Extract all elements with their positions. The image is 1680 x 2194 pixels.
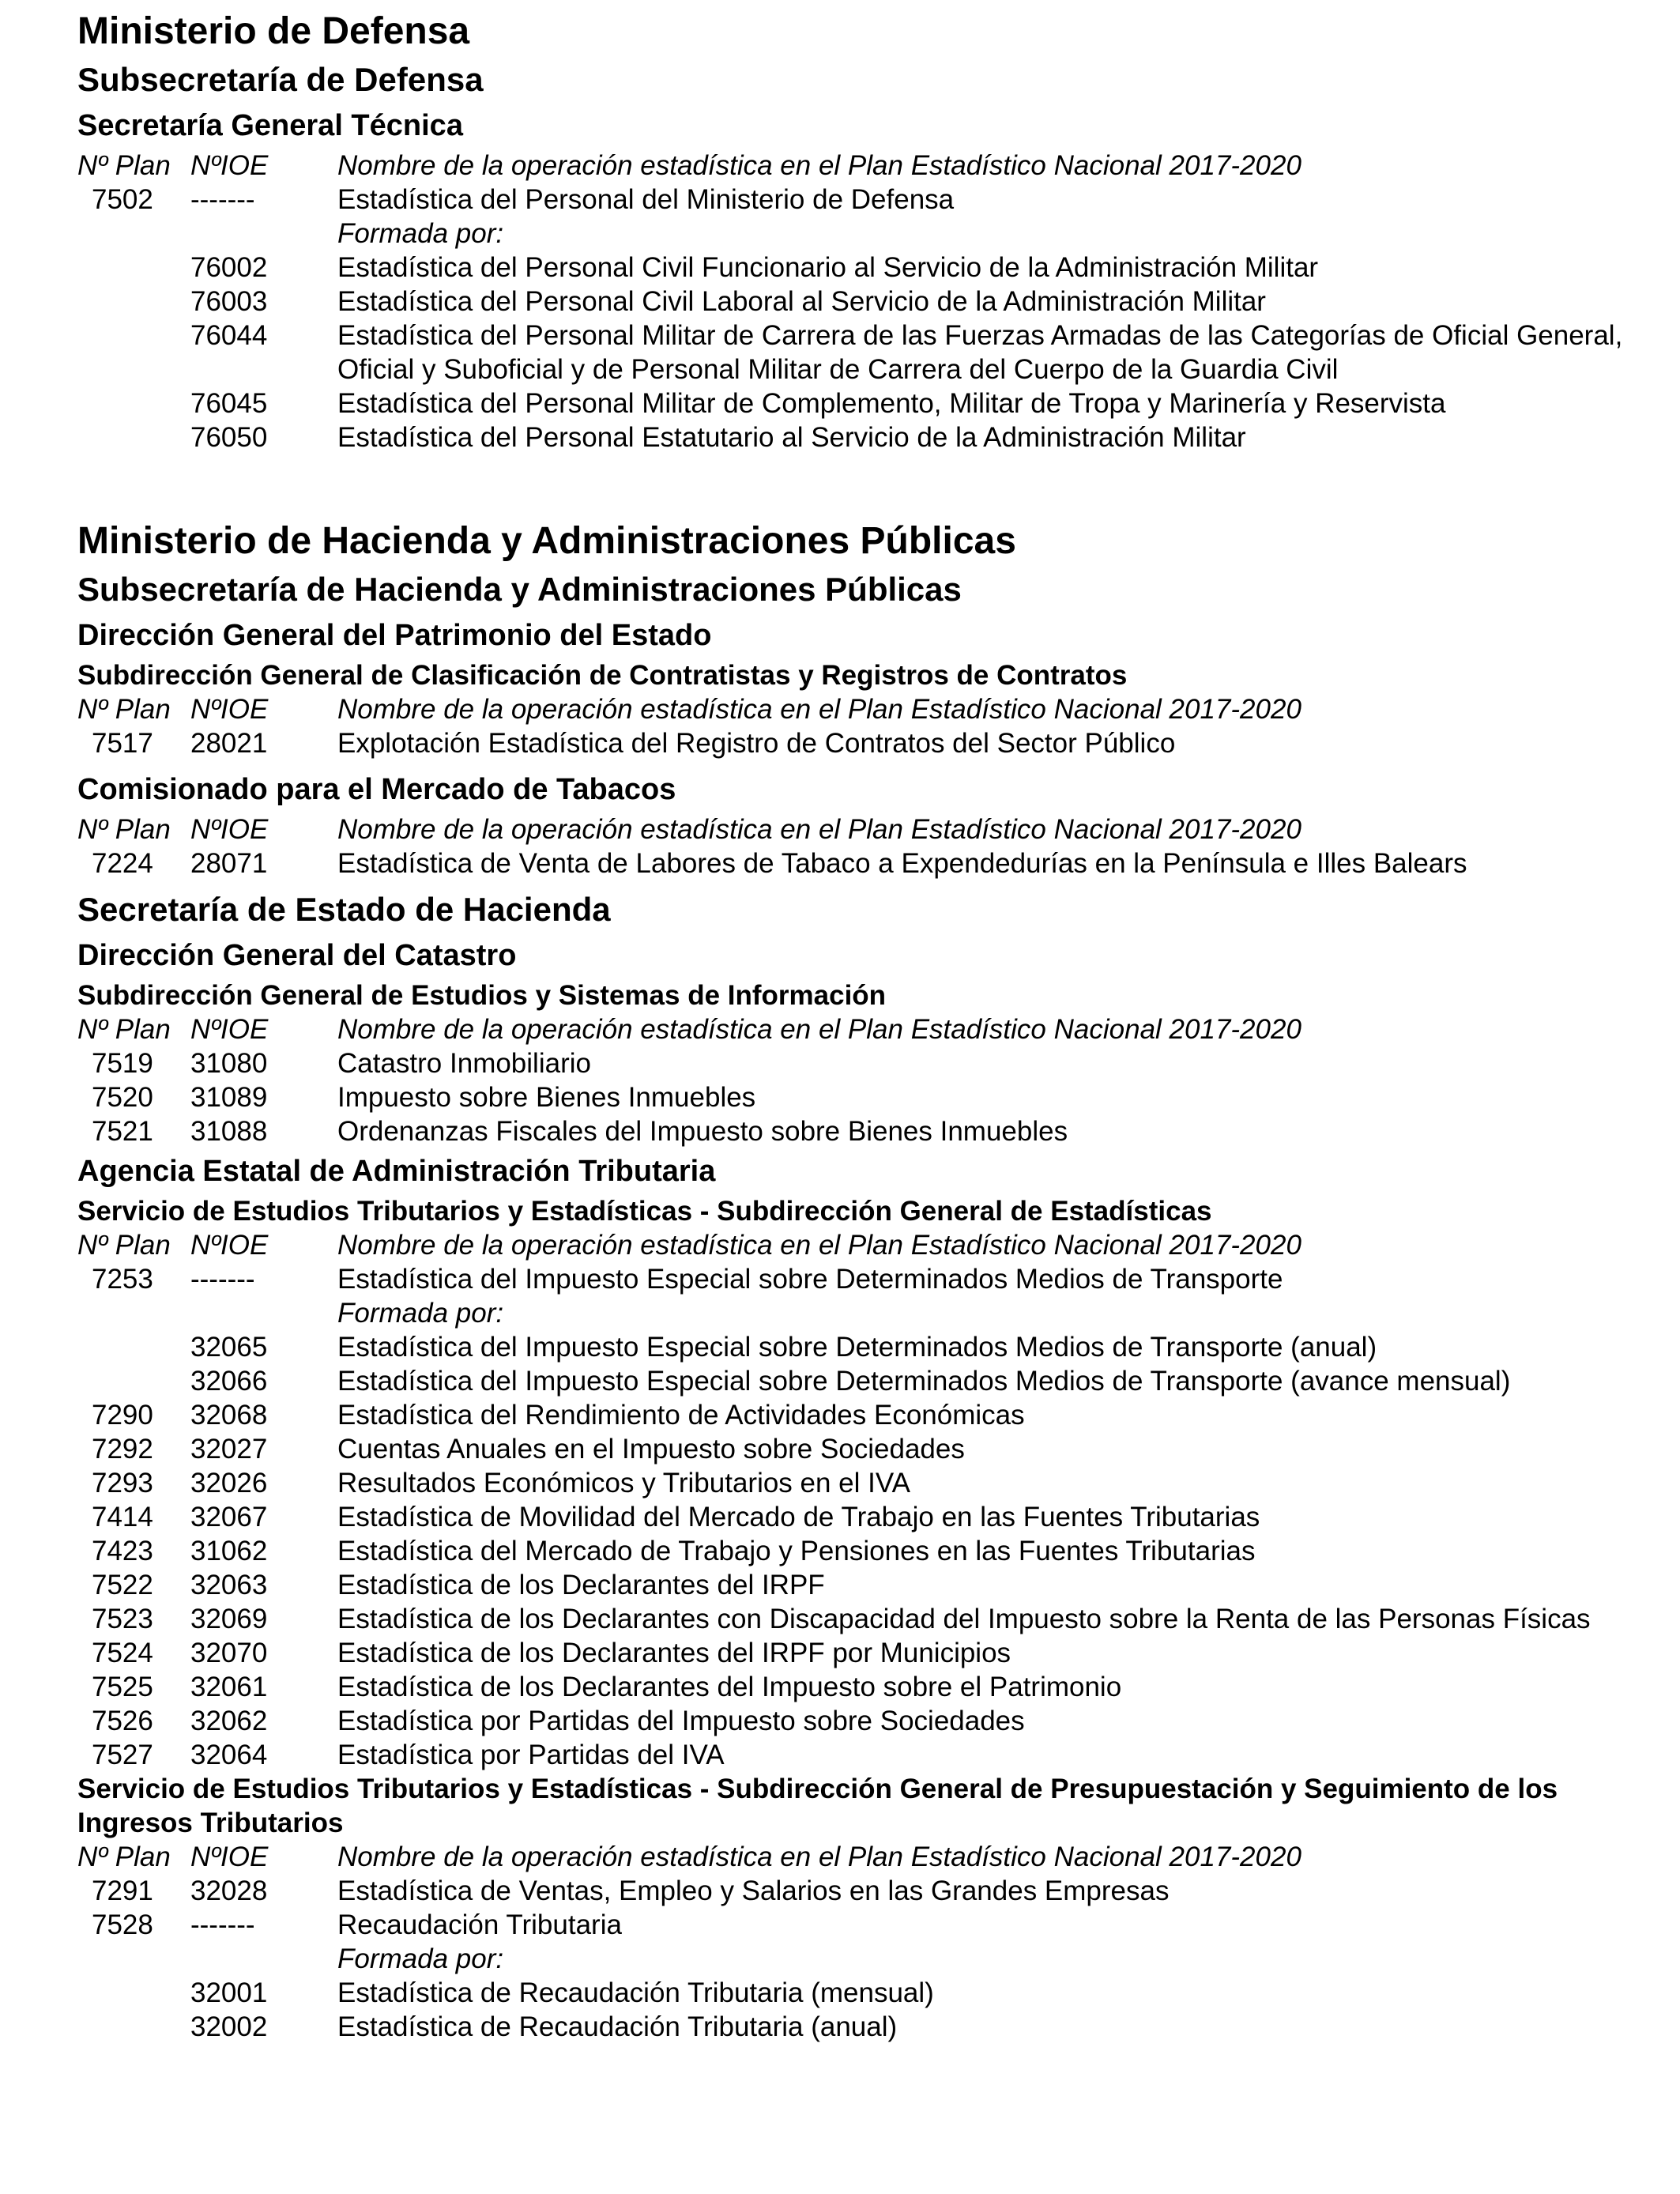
- table-row: [77, 1500, 1626, 1534]
- operation-name: Estadística de los Declarantes del IRPF: [337, 1570, 825, 1600]
- table-row: [77, 1046, 1626, 1080]
- table-row: [77, 1466, 1626, 1500]
- subdirectorate-heading: Subdirección General de Clasificación de Contratistas y Registros de Contratos: [77, 660, 1128, 691]
- ioe-number: 32063: [190, 1570, 268, 1600]
- ioe-number: 32028: [190, 1875, 268, 1906]
- operation-name: Recaudación Tributaria: [337, 1909, 622, 1940]
- plan-number: 7290: [92, 1400, 153, 1431]
- directorate-heading: Secretaría General Técnica: [77, 109, 463, 142]
- composition-note-row: [77, 1942, 1626, 1976]
- table-row: [77, 846, 1626, 880]
- operation-name: Estadística de Ventas, Empleo y Salarios en las Grandes Empresas: [337, 1875, 1170, 1906]
- operation-name: Estadística del Rendimiento de Actividades Económicas: [337, 1400, 1025, 1431]
- table-row: [77, 1704, 1626, 1738]
- table-row: [77, 386, 1626, 420]
- ioe-number: 31088: [190, 1116, 268, 1147]
- ioe-number: 32062: [190, 1706, 268, 1736]
- table-row: [77, 1636, 1626, 1670]
- composition-note: Formada por:: [337, 1943, 504, 1974]
- ioe-number: 76050: [190, 422, 268, 453]
- operation-name: Estadística de Recaudación Tributaria (mensual): [337, 1977, 934, 2008]
- operation-name: Explotación Estadística del Registro de Contratos del Sector Público: [337, 728, 1176, 759]
- plan-number: 7519: [92, 1048, 153, 1079]
- operations-table: [77, 812, 1626, 880]
- table-row: [77, 285, 1626, 319]
- section-spacer: [77, 454, 1626, 516]
- operation-name: Estadística del Impuesto Especial sobre Determinados Medios de Transporte: [337, 1264, 1283, 1295]
- operation-name: Estadística de los Declarantes con Discapacidad del Impuesto sobre la Renta de las Personas Físicas: [337, 1604, 1591, 1634]
- ioe-number: 31080: [190, 1048, 268, 1079]
- ioe-number: -------: [190, 1264, 255, 1295]
- table-row: [77, 1976, 1626, 2010]
- table-row: [77, 1738, 1626, 1772]
- table-row: [77, 1908, 1626, 1942]
- plan-number: 7292: [92, 1434, 153, 1465]
- header-operation-name: Nombre de la operación estadística en el Plan Estadístico Nacional 2017-2020: [337, 1014, 1301, 1045]
- ioe-number: 28021: [190, 728, 268, 759]
- header-ioe-number: NºIOE: [190, 150, 269, 181]
- composition-note: Formada por:: [337, 1298, 504, 1329]
- table-row: [77, 1262, 1626, 1296]
- plan-number: 7517: [92, 728, 153, 759]
- header-ioe-number: NºIOE: [190, 694, 269, 725]
- table-row: [77, 319, 1626, 386]
- operation-name: Estadística de Venta de Labores de Tabaco a Expendedurías en la Península e Illes Balears: [337, 848, 1467, 879]
- header-operation-name: Nombre de la operación estadística en el Plan Estadístico Nacional 2017-2020: [337, 1842, 1301, 1872]
- plan-number: 7526: [92, 1706, 153, 1736]
- header-plan-number: Nº Plan: [77, 150, 171, 181]
- table-row: [77, 1364, 1626, 1398]
- directorate-heading: Dirección General del Patrimonio del Estado: [77, 619, 712, 652]
- plan-number: 7521: [92, 1116, 153, 1147]
- header-plan-number: Nº Plan: [77, 1842, 171, 1872]
- operations-table: [77, 149, 1626, 454]
- header-ioe-number: NºIOE: [190, 814, 269, 845]
- directorate-heading: Comisionado para el Mercado de Tabacos: [77, 773, 676, 806]
- operation-name: Catastro Inmobiliario: [337, 1048, 591, 1079]
- header-ioe-number: NºIOE: [190, 1230, 269, 1261]
- plan-number: 7224: [92, 848, 153, 879]
- table-header-row: [77, 1228, 1626, 1262]
- table-header-row: [77, 692, 1626, 726]
- operation-name: Estadística del Personal del Ministerio de Defensa: [337, 184, 955, 215]
- operation-name: Estadística del Personal Civil Laboral al Servicio de la Administración Militar: [337, 286, 1266, 317]
- composition-note-row: [77, 217, 1626, 251]
- ministry-heading: Ministerio de Hacienda y Administraciones Públicas: [77, 520, 1016, 562]
- header-ioe-number: NºIOE: [190, 1842, 269, 1872]
- table-row: [77, 1568, 1626, 1602]
- plan-number: 7423: [92, 1536, 153, 1566]
- ioe-number: 32001: [190, 1977, 268, 2008]
- operation-name: Estadística de los Declarantes del Impuesto sobre el Patrimonio: [337, 1672, 1122, 1702]
- operation-name: Cuentas Anuales en el Impuesto sobre Sociedades: [337, 1434, 965, 1465]
- plan-number: 7291: [92, 1875, 153, 1906]
- operation-name: Estadística del Personal Militar de Complemento, Militar de Tropa y Marinería y Reservista: [337, 388, 1446, 419]
- ministry-heading: Ministerio de Defensa: [77, 10, 470, 52]
- table-row: [77, 183, 1626, 217]
- table-row: [77, 1330, 1626, 1364]
- plan-number: 7527: [92, 1740, 153, 1770]
- subdirectorate-heading: Servicio de Estudios Tributarios y Estadísticas - Subdirección General de Presupuestación y Seguimiento de los Ingresos Tributarios: [77, 1774, 1558, 1838]
- ioe-number: 76045: [190, 388, 268, 419]
- table-row: [77, 1534, 1626, 1568]
- composition-note: Formada por:: [337, 218, 504, 249]
- directorate-heading: Dirección General del Catastro: [77, 939, 517, 972]
- group-spacer: [77, 880, 1626, 887]
- subdirectorate-heading: Subdirección General de Estudios y Sistemas de Información: [77, 980, 887, 1011]
- table-row: [77, 2010, 1626, 2044]
- table-row: [77, 1670, 1626, 1704]
- table-header-row: [77, 1012, 1626, 1046]
- header-operation-name: Nombre de la operación estadística en el Plan Estadístico Nacional 2017-2020: [337, 1230, 1301, 1261]
- ioe-number: 32066: [190, 1366, 268, 1397]
- plan-number: 7414: [92, 1502, 153, 1532]
- table-row: [77, 1874, 1626, 1908]
- operation-name: Estadística del Personal Estatutario al Servicio de la Administración Militar: [337, 422, 1246, 453]
- ioe-number: 32026: [190, 1468, 268, 1498]
- ioe-number: 32068: [190, 1400, 268, 1431]
- composition-note-row: [77, 1296, 1626, 1330]
- plan-number: 7502: [92, 184, 153, 215]
- table-row: [77, 1602, 1626, 1636]
- plan-number: 7528: [92, 1909, 153, 1940]
- operation-name: Estadística por Partidas del Impuesto sobre Sociedades: [337, 1706, 1025, 1736]
- operation-name: Estadística del Mercado de Trabajo y Pensiones en las Fuentes Tributarias: [337, 1536, 1256, 1566]
- ioe-number: 31062: [190, 1536, 268, 1566]
- subsecretaria-heading: Subsecretaría de Hacienda y Administraciones Públicas: [77, 571, 962, 608]
- table-row: [77, 1432, 1626, 1466]
- ioe-number: 32064: [190, 1740, 268, 1770]
- ioe-number: 32070: [190, 1638, 268, 1668]
- ioe-number: 32002: [190, 2011, 268, 2042]
- operation-name: Estadística de Movilidad del Mercado de Trabajo en las Fuentes Tributarias: [337, 1502, 1260, 1532]
- ioe-number: -------: [190, 1909, 255, 1940]
- plan-number: 7525: [92, 1672, 153, 1702]
- header-ioe-number: NºIOE: [190, 1014, 269, 1045]
- plan-number: 7522: [92, 1570, 153, 1600]
- table-header-row: [77, 149, 1626, 183]
- ioe-number: 31089: [190, 1082, 268, 1113]
- ioe-number: -------: [190, 184, 255, 215]
- plan-number: 7293: [92, 1468, 153, 1498]
- plan-number: 7520: [92, 1082, 153, 1113]
- header-operation-name: Nombre de la operación estadística en el Plan Estadístico Nacional 2017-2020: [337, 814, 1301, 845]
- operation-name: Ordenanzas Fiscales del Impuesto sobre Bienes Inmuebles: [337, 1116, 1068, 1147]
- table-header-row: [77, 812, 1626, 846]
- table-header-row: [77, 1840, 1626, 1874]
- operations-table: [77, 1840, 1626, 2044]
- operations-table: [77, 1012, 1626, 1148]
- operation-name: Estadística del Impuesto Especial sobre Determinados Medios de Transporte (avance mensual): [337, 1366, 1511, 1397]
- operation-name: Impuesto sobre Bienes Inmuebles: [337, 1082, 756, 1113]
- operation-name: Estadística por Partidas del IVA: [337, 1740, 725, 1770]
- ioe-number: 76044: [190, 320, 268, 351]
- ioe-number: 32065: [190, 1332, 268, 1363]
- operation-name: Estadística del Personal Civil Funcionario al Servicio de la Administración Militar: [337, 252, 1319, 283]
- header-operation-name: Nombre de la operación estadística en el Plan Estadístico Nacional 2017-2020: [337, 694, 1301, 725]
- operations-table: [77, 692, 1626, 760]
- header-plan-number: Nº Plan: [77, 1230, 171, 1261]
- directorate-heading: Agencia Estatal de Administración Tributaria: [77, 1155, 716, 1188]
- subdirectorate-heading: Servicio de Estudios Tributarios y Estadísticas - Subdirección General de Estadísticas: [77, 1196, 1212, 1227]
- table-row: [77, 726, 1626, 760]
- table-row: [77, 1080, 1626, 1114]
- ioe-number: 76002: [190, 252, 268, 283]
- plan-number: 7253: [92, 1264, 153, 1295]
- subsecretaria-heading: Subsecretaría de Defensa: [77, 61, 484, 98]
- operations-table: [77, 1228, 1626, 1772]
- operation-name: Resultados Económicos y Tributarios en el IVA: [337, 1468, 910, 1498]
- operation-name: Estadística de Recaudación Tributaria (anual): [337, 2011, 898, 2042]
- header-plan-number: Nº Plan: [77, 1014, 171, 1045]
- plan-number: 7523: [92, 1604, 153, 1634]
- group-spacer: [77, 760, 1626, 767]
- ioe-number: 32027: [190, 1434, 268, 1465]
- table-row: [77, 420, 1626, 454]
- plan-number: 7524: [92, 1638, 153, 1668]
- ioe-number: 28071: [190, 848, 268, 879]
- ioe-number: 32067: [190, 1502, 268, 1532]
- operation-name: Estadística del Personal Militar de Carrera de las Fuerzas Armadas de las Categorías de Oficial General, Oficial y Suboficial y de Personal Militar de Carrera del Cuerpo de la Guardia Civil: [337, 320, 1623, 385]
- header-plan-number: Nº Plan: [77, 814, 171, 845]
- header-plan-number: Nº Plan: [77, 694, 171, 725]
- table-row: [77, 1398, 1626, 1432]
- table-row: [77, 1114, 1626, 1148]
- subsecretaria-heading: Secretaría de Estado de Hacienda: [77, 891, 611, 928]
- operation-name: Estadística del Impuesto Especial sobre Determinados Medios de Transporte (anual): [337, 1332, 1377, 1363]
- ioe-number: 32061: [190, 1672, 268, 1702]
- ioe-number: 32069: [190, 1604, 268, 1634]
- operation-name: Estadística de los Declarantes del IRPF por Municipios: [337, 1638, 1011, 1668]
- table-row: [77, 251, 1626, 285]
- document-page: [77, 6, 1626, 2044]
- ioe-number: 76003: [190, 286, 268, 317]
- header-operation-name: Nombre de la operación estadística en el Plan Estadístico Nacional 2017-2020: [337, 150, 1301, 181]
